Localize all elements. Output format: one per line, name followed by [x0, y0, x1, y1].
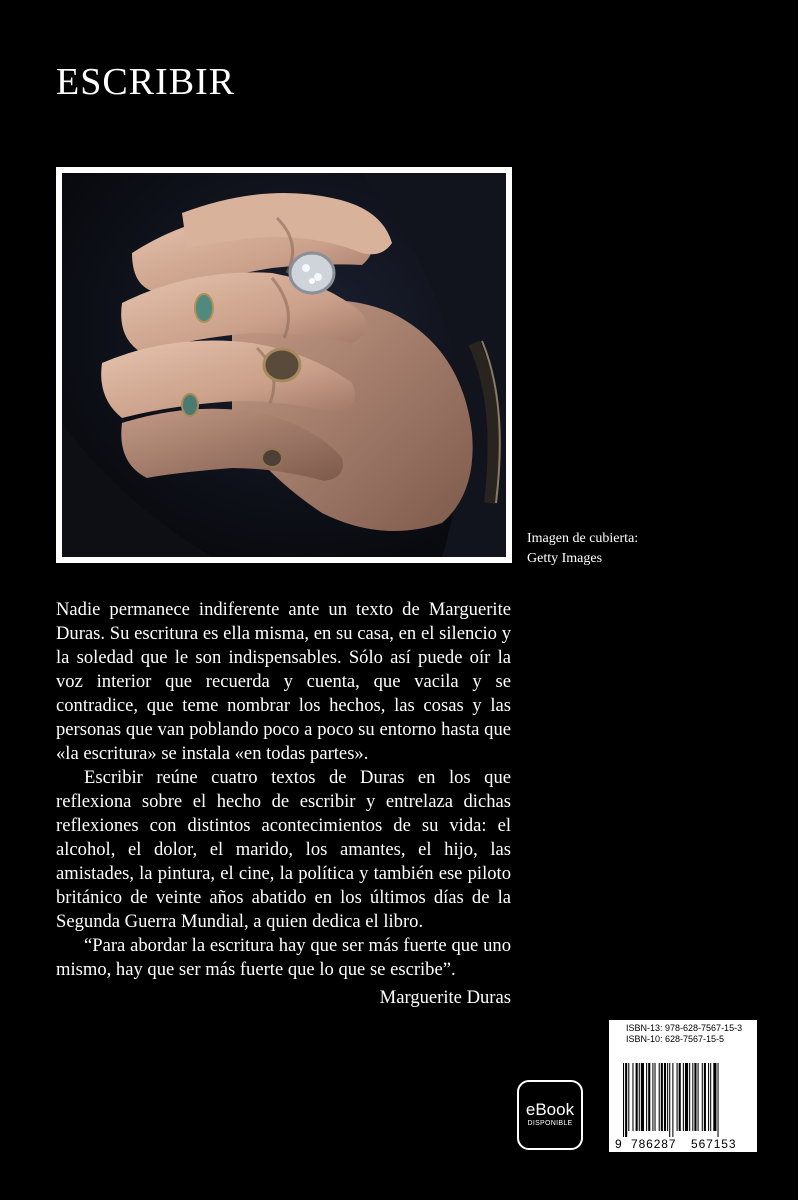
barcode-bar — [698, 1063, 699, 1131]
barcode-bar — [641, 1063, 644, 1131]
barcode-bar — [628, 1063, 629, 1131]
barcode-bar — [664, 1063, 666, 1131]
barcode-bar — [694, 1063, 696, 1131]
isbn-barcode-box — [609, 1020, 757, 1152]
barcode-bar — [708, 1063, 709, 1131]
caption-line-1: Imagen de cubierta: — [527, 531, 639, 546]
barcode-bar — [639, 1063, 640, 1131]
barcode-digits-left: 786287 — [631, 1137, 677, 1151]
quote-author: Marguerite Duras — [379, 987, 511, 1008]
barcode — [623, 1063, 751, 1137]
barcode-bar — [677, 1063, 678, 1131]
barcode-bar — [713, 1063, 716, 1131]
barcode-bar — [692, 1063, 693, 1131]
barcode-bar — [710, 1063, 711, 1131]
barcode-bar — [636, 1063, 638, 1131]
barcode-bar — [646, 1063, 647, 1131]
barcode-bar — [669, 1063, 670, 1137]
isbn-13: ISBN-13: 978-628-7567-15-3 — [626, 1023, 743, 1033]
caption-line-2: Getty Images — [527, 551, 603, 566]
barcode-bar — [679, 1063, 681, 1131]
barcode-bar — [632, 1063, 633, 1131]
barcode-bar — [672, 1063, 673, 1137]
ebook-label: eBook — [525, 1100, 575, 1119]
barcode-bar — [667, 1063, 668, 1131]
cover-image-credit — [527, 529, 638, 569]
ebook-available-badge — [517, 1080, 583, 1150]
isbn-10: ISBN-10: 628-7567-15-5 — [626, 1034, 725, 1044]
barcode-bar — [685, 1063, 688, 1131]
book-title: ESCRIBIR — [56, 61, 236, 103]
barcode-digits-right: 567153 — [691, 1137, 737, 1151]
back-cover-blurb — [56, 598, 511, 1010]
barcode-bar — [689, 1063, 690, 1131]
cover-photo-clasped-hands — [62, 173, 506, 557]
blurb-quote: “Para abordar la escritura hay que ser más fuerte que uno mismo, hay que ser más fuerte que lo que se escribe”. — [56, 935, 511, 980]
blurb-paragraph-2: Escribir reúne cuatro textos de Duras en los que reflexiona sobre el hecho de escribir y entrelaza dichas reflexiones con distintos acontecimientos de su vida: el alcohol, el dolor, el marido, los amantes, el hijo, las amistades, la pintura, el cine, la política y también ese piloto británico de veinte años abatido en los últimos días de la Segunda Guerra Mundial, a quien dedica el libro. — [56, 767, 511, 932]
barcode-bar — [683, 1063, 684, 1131]
barcode-bar — [648, 1063, 650, 1131]
barcode-bar — [652, 1063, 653, 1131]
blurb-paragraph-1: Nadie permanece indiferente ante un texto de Marguerite Duras. Su escritura es ella misma, en su casa, en el silencio y la soledad que le son indispensables. Sólo así puede oír la voz interior que recuerda y cuenta, que vacila y se contradice, que teme nombrar los hechos, las cosas y las personas que van poblando poco a poco su entorno hasta que «la escritura» se instala «en todas partes». — [56, 599, 511, 764]
barcode-bar — [655, 1063, 656, 1131]
barcode-digit-first: 9 — [615, 1137, 623, 1151]
barcode-bar — [718, 1063, 719, 1137]
barcode-bar — [625, 1063, 627, 1137]
barcode-bar — [702, 1063, 703, 1131]
barcode-bar — [661, 1063, 663, 1131]
barcode-bar — [659, 1063, 660, 1131]
cover-photo-frame — [56, 167, 512, 563]
ebook-sublabel: DISPONIBLE — [527, 1120, 573, 1127]
barcode-bar — [623, 1063, 624, 1137]
barcode-bar — [704, 1063, 706, 1131]
